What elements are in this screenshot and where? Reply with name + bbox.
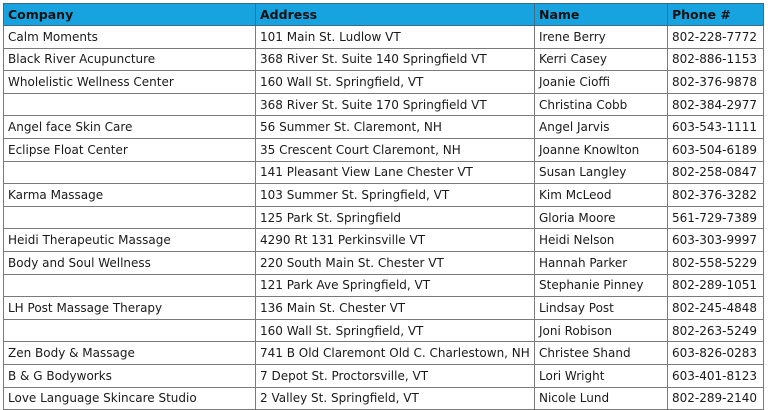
contact-name-cell: Nicole Lund — [535, 387, 668, 410]
table-row — [4, 364, 764, 387]
contact-name-cell: Christina Cobb — [535, 93, 668, 116]
table-row — [4, 48, 764, 71]
phone-cell: 603-401-8123 — [668, 364, 764, 387]
contact-name-cell: Irene Berry — [535, 26, 668, 49]
company-cell — [4, 206, 256, 229]
address-cell: 220 South Main St. Chester VT — [256, 251, 535, 274]
address-cell: 7 Depot St. Proctorsville, VT — [256, 364, 535, 387]
contact-name-cell: Angel Jarvis — [535, 116, 668, 139]
address-cell: 160 Wall St. Springfield, VT — [256, 319, 535, 342]
phone-cell: 603-543-1111 — [668, 116, 764, 139]
phone-cell: 802-289-2140 — [668, 387, 764, 410]
contact-name-cell: Joni Robison — [535, 319, 668, 342]
address-cell: 141 Pleasant View Lane Chester VT — [256, 161, 535, 184]
company-cell: Black River Acupuncture — [4, 48, 256, 71]
phone-cell: 802-228-7772 — [668, 26, 764, 49]
phone-cell: 561-729-7389 — [668, 206, 764, 229]
phone-cell: 802-376-3282 — [668, 184, 764, 207]
table-row — [4, 229, 764, 252]
table-row — [4, 161, 764, 184]
company-cell: Zen Body & Massage — [4, 342, 256, 365]
phone-cell: 802-886-1153 — [668, 48, 764, 71]
company-cell — [4, 319, 256, 342]
address-cell: 4290 Rt 131 Perkinsville VT — [256, 229, 535, 252]
contact-name-cell: Lori Wright — [535, 364, 668, 387]
table-row — [4, 251, 764, 274]
directory-table — [3, 3, 764, 410]
phone-cell: 603-504-6189 — [668, 138, 764, 161]
company-cell — [4, 93, 256, 116]
contact-name-cell: Kerri Casey — [535, 48, 668, 71]
table-row — [4, 116, 764, 139]
contact-name-cell: Joanne Knowlton — [535, 138, 668, 161]
table-row — [4, 71, 764, 94]
table-row — [4, 297, 764, 320]
phone-cell: 603-303-9997 — [668, 229, 764, 252]
contact-name-cell: Hannah Parker — [535, 251, 668, 274]
contact-name-cell: Gloria Moore — [535, 206, 668, 229]
table-row — [4, 206, 764, 229]
table-header — [4, 4, 764, 26]
table-body — [4, 26, 764, 410]
company-cell: Wholelistic Wellness Center — [4, 71, 256, 94]
company-cell: Eclipse Float Center — [4, 138, 256, 161]
table-row — [4, 342, 764, 365]
company-cell: Angel face Skin Care — [4, 116, 256, 139]
address-cell: 160 Wall St. Springfield, VT — [256, 71, 535, 94]
company-cell — [4, 274, 256, 297]
address-cell: 121 Park Ave Springfield, VT — [256, 274, 535, 297]
contact-name-cell: Heidi Nelson — [535, 229, 668, 252]
contact-name-cell: Joanie Cioffi — [535, 71, 668, 94]
company-cell: Love Language Skincare Studio — [4, 387, 256, 410]
contact-name-cell: Susan Langley — [535, 161, 668, 184]
contact-name-cell: Lindsay Post — [535, 297, 668, 320]
phone-cell: 802-384-2977 — [668, 93, 764, 116]
table-row — [4, 274, 764, 297]
table-row — [4, 184, 764, 207]
address-cell: 125 Park St. Springfield — [256, 206, 535, 229]
address-cell: 101 Main St. Ludlow VT — [256, 26, 535, 49]
company-cell — [4, 161, 256, 184]
company-cell: Body and Soul Wellness — [4, 251, 256, 274]
company-cell: LH Post Massage Therapy — [4, 297, 256, 320]
contact-name-cell: Kim McLeod — [535, 184, 668, 207]
address-cell: 368 River St. Suite 140 Springfield VT — [256, 48, 535, 71]
table-row — [4, 319, 764, 342]
table-row — [4, 387, 764, 410]
directory-table-container — [3, 3, 763, 410]
company-cell: Calm Moments — [4, 26, 256, 49]
address-cell: 56 Summer St. Claremont, NH — [256, 116, 535, 139]
phone-cell: 802-289-1051 — [668, 274, 764, 297]
column-header-name: Name — [535, 4, 668, 26]
company-cell: B & G Bodyworks — [4, 364, 256, 387]
contact-name-cell: Christee Shand — [535, 342, 668, 365]
table-row — [4, 138, 764, 161]
header-row — [4, 4, 764, 26]
company-cell: Karma Massage — [4, 184, 256, 207]
phone-cell: 802-376-9878 — [668, 71, 764, 94]
address-cell: 103 Summer St. Springfield, VT — [256, 184, 535, 207]
phone-cell: 603-826-0283 — [668, 342, 764, 365]
address-cell: 136 Main St. Chester VT — [256, 297, 535, 320]
contact-name-cell: Stephanie Pinney — [535, 274, 668, 297]
column-header-company: Company — [4, 4, 256, 26]
address-cell: 2 Valley St. Springfield, VT — [256, 387, 535, 410]
address-cell: 741 B Old Claremont Old C. Charlestown, NH — [256, 342, 535, 365]
phone-cell: 802-263-5249 — [668, 319, 764, 342]
phone-cell: 802-245-4848 — [668, 297, 764, 320]
company-cell: Heidi Therapeutic Massage — [4, 229, 256, 252]
address-cell: 368 River St. Suite 170 Springfield VT — [256, 93, 535, 116]
table-row — [4, 93, 764, 116]
column-header-address: Address — [256, 4, 535, 26]
column-header-phone: Phone # — [668, 4, 764, 26]
phone-cell: 802-558-5229 — [668, 251, 764, 274]
table-row — [4, 26, 764, 49]
phone-cell: 802-258-0847 — [668, 161, 764, 184]
address-cell: 35 Crescent Court Claremont, NH — [256, 138, 535, 161]
